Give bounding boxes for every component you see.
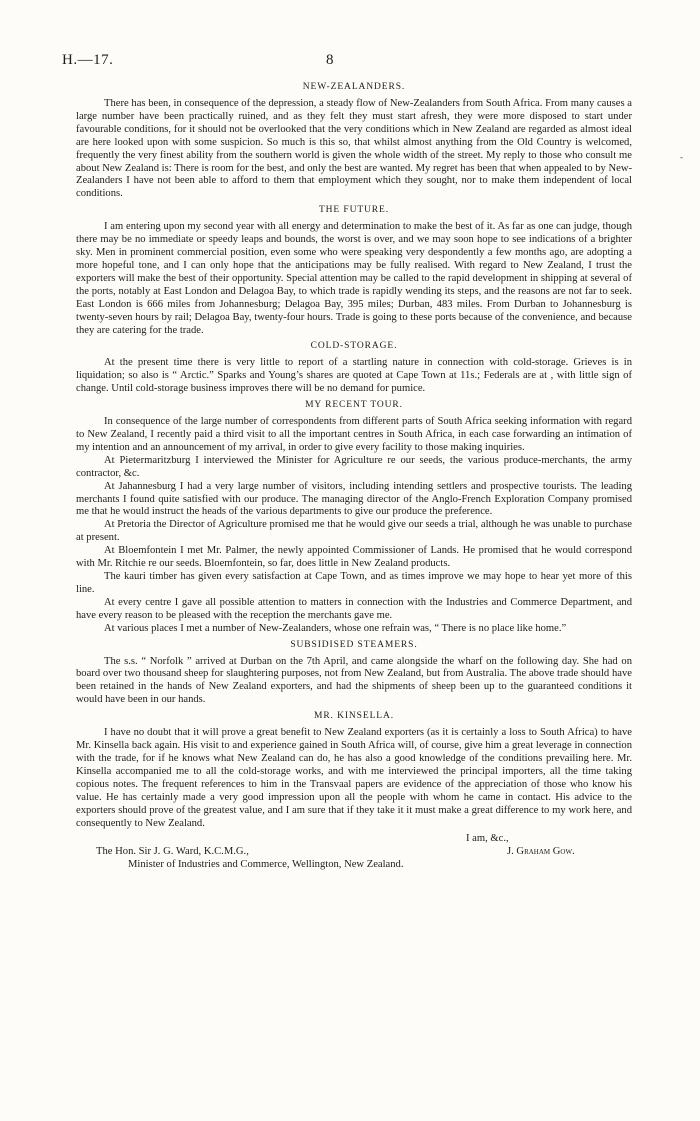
signoff	[76, 832, 632, 876]
section-heading: SUBSIDISED STEAMERS.	[290, 639, 418, 650]
body-paragraph: There has been, in consequence of the depression, a steady flow of New-Zealanders from South Africa. From many causes a large number have been practically ruined, and as they felt they must start afresh, they were more disposed to start under favourable conditions, for it should not be overlooked that the very conditions which in New Zealand are regarded as almost ideal are here looked upon with some suspicion. So much is this so, that whilst almost anything from the Old Country is welcomed, frequently the very finest ability from the southern world is given the whole width of the street. My reply to those who consult me about New Zealand is: There is room for the best, and only the best are wanted. My regret has been that when appealed to by New-Zealanders I have not been able to afford to them that employment which they sought, nor to make them independent of local conditions.	[76, 98, 632, 200]
signature-name: J. Graham Gow.	[507, 846, 575, 858]
section-heading: MR. KINSELLA.	[313, 711, 395, 722]
section-heading: NEW-ZEALANDERS.	[302, 82, 406, 92]
document-page	[62, 50, 632, 876]
body-paragraph: The s.s. “ Norfolk ” arrived at Durban on the 7th April, and came alongside the wharf on the following day. She had on board over two thousand sheep for slaughtering purposes, not from New Zealand, but from Australia. The above trade should have been retained in the hands of New Zealand exporters, and had the shipments of sheep been up to the guaranteed conditions it would have been in our hands.	[76, 655, 632, 706]
section-heading: MY RECENT TOUR.	[305, 400, 403, 411]
body-paragraph: At Pietermaritzburg I interviewed the Minister for Agriculture re our seeds, the various produce-merchants, the army contractor, &c.	[76, 454, 632, 479]
body-paragraph: At Pretoria the Director of Agriculture promised me that he would give our seeds a trial, although he was unable to purchase at present.	[76, 519, 632, 544]
body-paragraph: At various places I met a number of New-Zealanders, whose one refrain was, “ There is no place like home.”	[104, 622, 567, 634]
section-heading: COLD-STORAGE.	[310, 341, 398, 352]
document-reference: H.—17.	[62, 52, 114, 68]
addressee-title: Minister of Industries and Commerce, Wellington, New Zealand.	[128, 859, 404, 871]
body-paragraph: The kauri timber has given every satisfaction at Cape Town, and as times improve we may hope to hear yet more of this line.	[76, 571, 632, 595]
document-body	[76, 81, 632, 830]
page-number: 8	[326, 52, 334, 68]
body-paragraph: In consequence of the large number of correspondents from different parts of South Africa seeking information with regard to New Zealand, I recently paid a third visit to all the important centres in South Africa, in each case forwarding an intimation of my intention and an announcement of my arrival, in order to give every facility to those making inquiries.	[76, 416, 632, 453]
margin-mark: -	[680, 152, 683, 162]
body-paragraph: At Bloemfontein I met Mr. Palmer, the newly appointed Commissioner of Lands. He promised that he would correspond with Mr. Ritchie re our seeds. Bloemfontein, so far, does little in New Zealand products.	[76, 545, 632, 570]
page-header	[62, 50, 632, 78]
body-paragraph: At the present time there is very little to report of a startling nature in connection with cold-storage. Grieves is in liquidation; so also is “ Arctic.” Sparks and Young’s shares are quoted at Cape Town at 11s.; Federals are at , with little sign of change. Until cold-storage business improves there will be no demand for pumice.	[76, 357, 632, 395]
addressee: The Hon. Sir J. G. Ward, K.C.M.G.,	[96, 846, 249, 858]
section-heading: THE FUTURE.	[318, 205, 390, 216]
body-paragraph: At every centre I gave all possible attention to matters in connection with the Industries and Commerce Department, and have every reason to be pleased with the reception the merchants gave me.	[76, 596, 632, 621]
body-paragraph: I have no doubt that it will prove a great benefit to New Zealand exporters (as it is certainly a loss to South Africa) to have Mr. Kinsella back again. His visit to and experience gained in South Africa will, of course, give him a great leverage in connection with the trade, for if he knows what New Zealand can do, he has also a good knowledge of the conditions prevailing here. Mr. Kinsella accompanied me to all the cold-storage works, and with me interviewed the principal importers, all the time taking copious notes. The frequent references to him in the Transvaal papers are evidence of the appreciation of those who know his value. He has certainly made a very good impression upon all the people with whom he came in contact. His advice to the exporters should prove of the greatest value, and I am sure that if they take it it must make a great difference to my work here, and consequently to New Zealand.	[76, 727, 632, 829]
body-paragraph: At Jahannesburg I had a very large number of visitors, including intending settlers and prospective tourists. The leading merchants I found quite satisfied with our produce. The managing director of the Anglo-French Exploration Company promised me that he would instruct the heads of the various departments to give our produce the preference.	[76, 480, 632, 518]
closing-salutation: I am, &c.,	[466, 833, 509, 845]
body-paragraph: I am entering upon my second year with all energy and determination to make the best of it. As far as one can judge, though there may be no immediate or speedy leaps and bounds, the worst is over, and we may soon hope to see indications of a brighter sky. Men in prominent commercial position, even some who were speaking very despondently a few months ago, are adopting a more hopeful tone, and I can only hope that the anticipations may be fully realised. With regard to New Zealand, I trust the exporters will make the best of their opportunity. Special attention may be called to the rapid development in shipping at several of the ports, notably at East London and Delagoa Bay, to which trade is rapidly wending its steps, and the reasons are not far to seek. East London is 666 miles from Johannesburg; Delagoa Bay, 395 miles; Durban, 483 miles. From Durban to Johannesburg is twenty-seven hours by rail; Delagoa Bay, twenty-four hours. Trade is going to these ports because of the convenience, and because they are catering for the trade.	[76, 221, 632, 336]
